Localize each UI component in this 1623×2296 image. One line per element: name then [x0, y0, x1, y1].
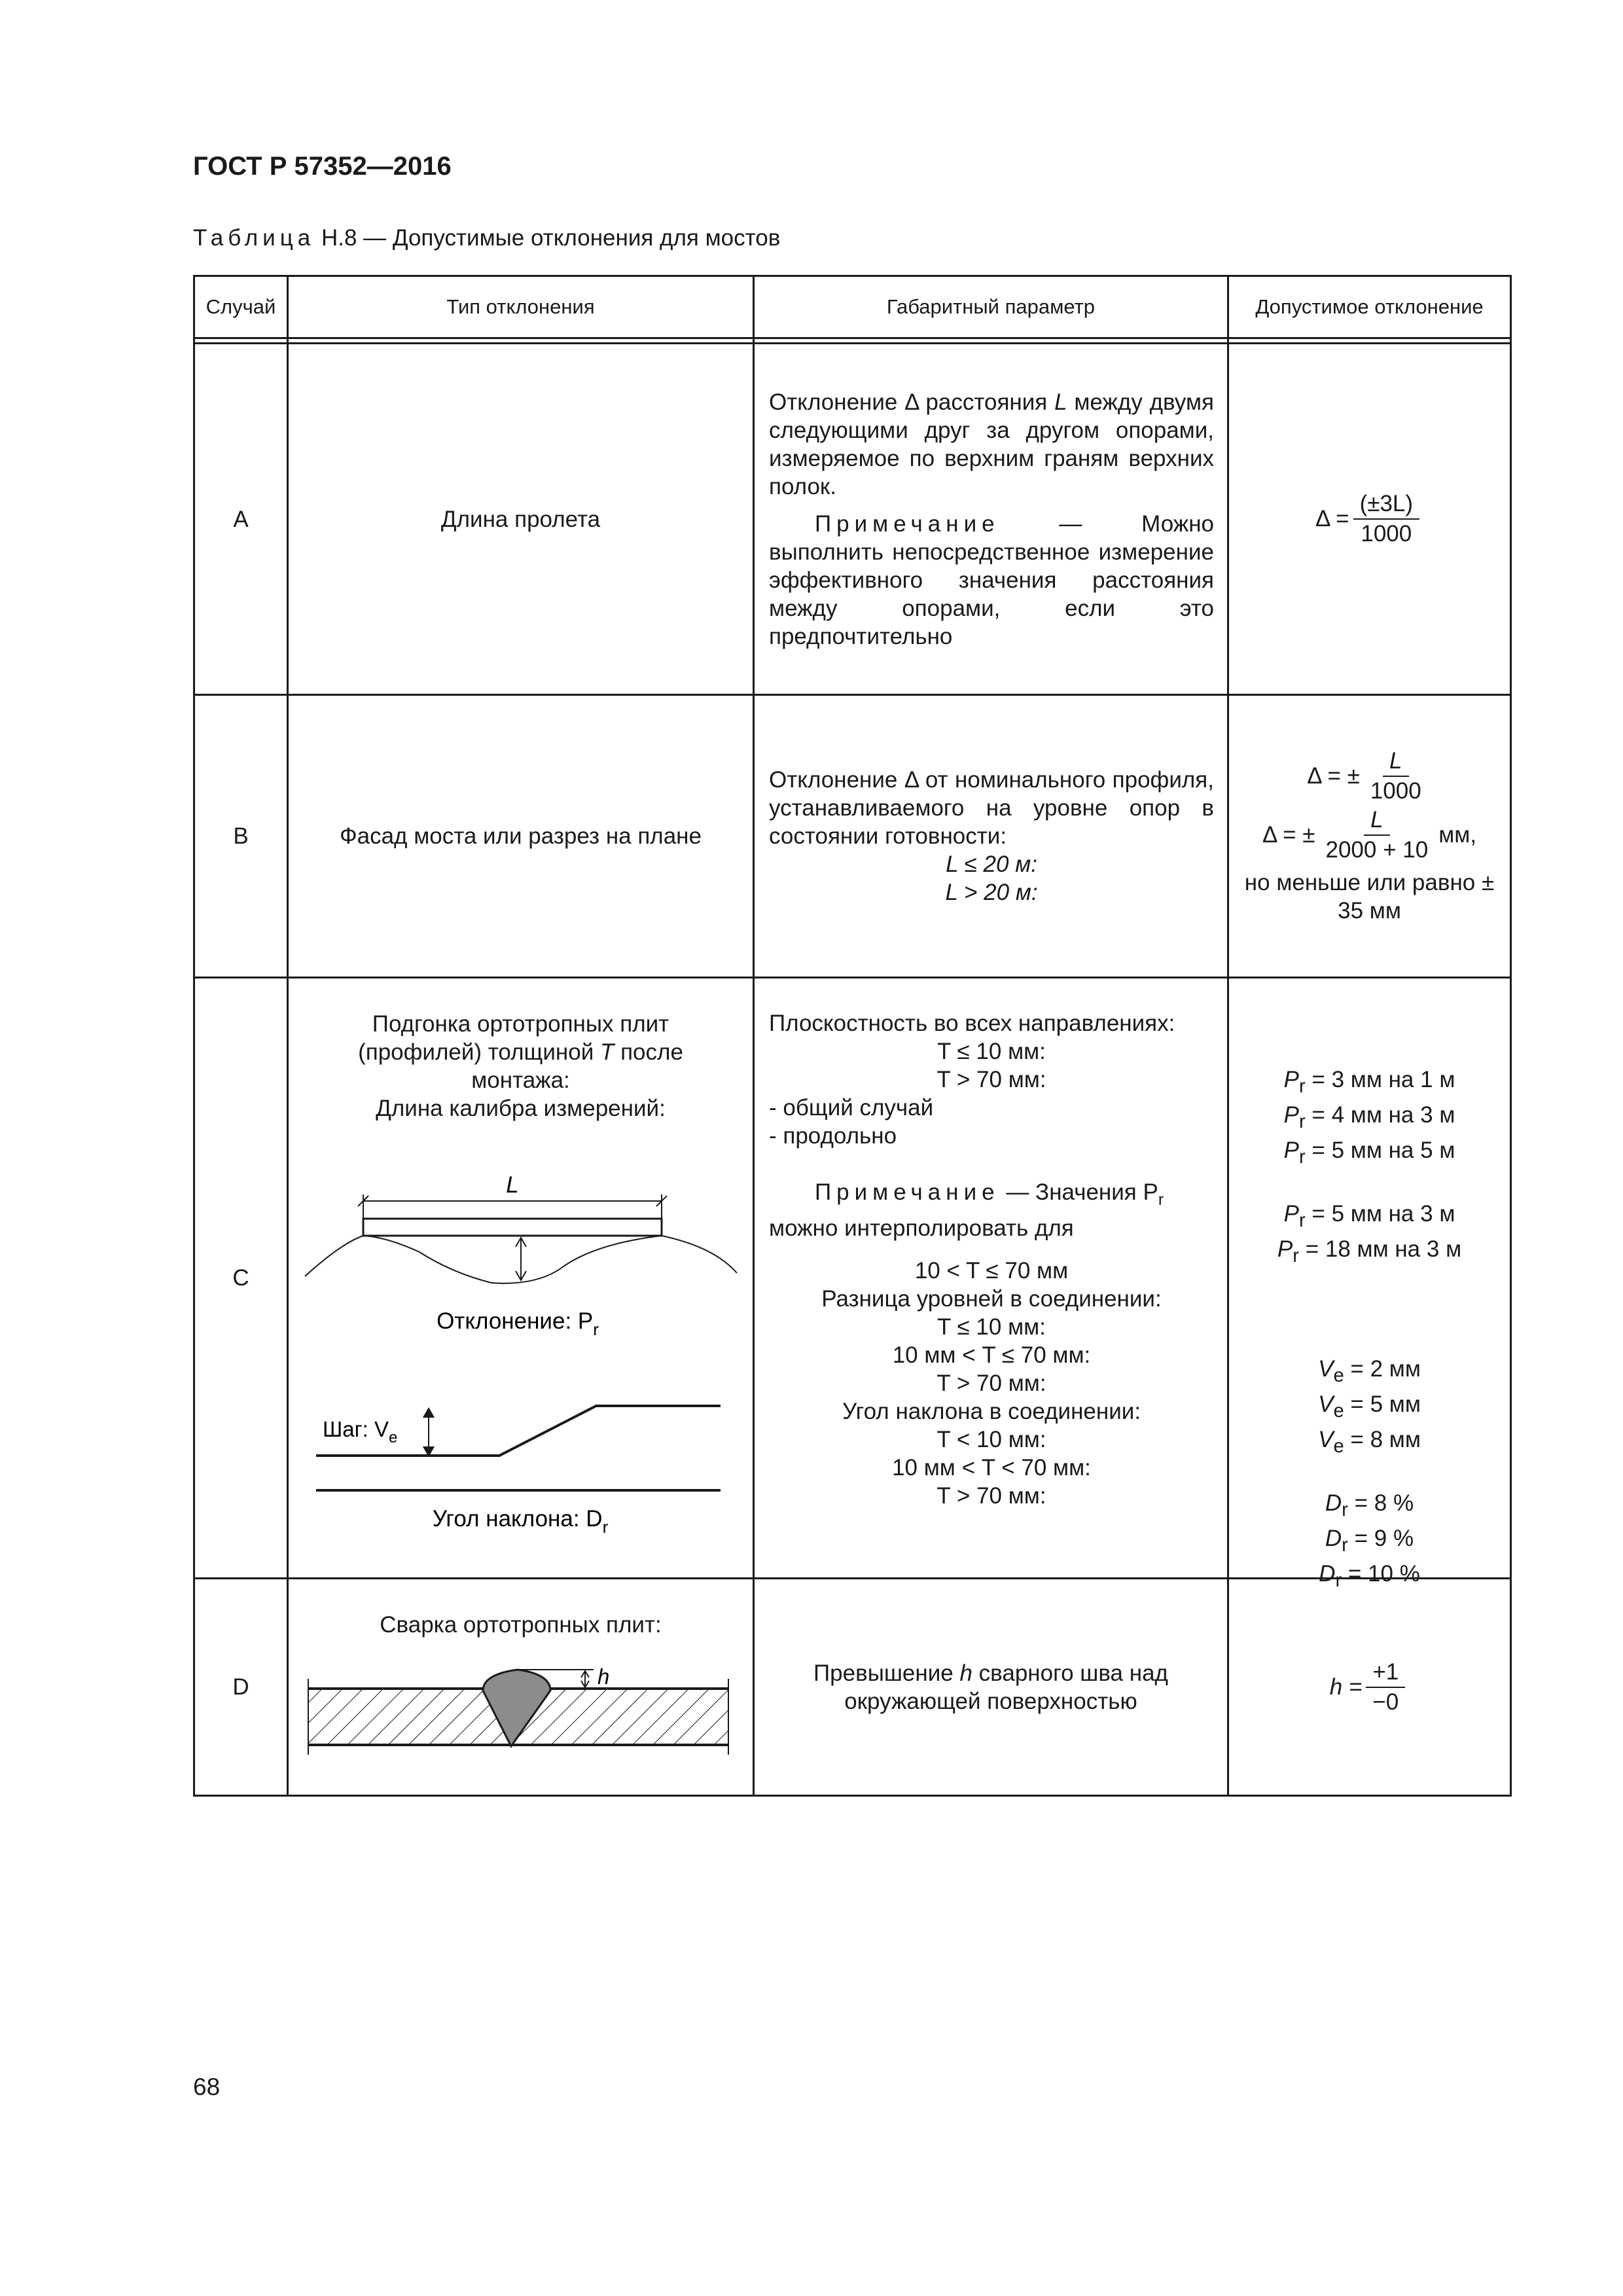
page-number: 68: [193, 2073, 221, 2100]
row-b-tolerance: Δ = ± $\frac{L}{1000}$ Δ = ± $\frac{L}{2000 + 10}$ мм, но меньше или равно ± 35 мм: [1229, 696, 1510, 977]
table-caption: [193, 225, 780, 251]
row-b-case: B: [233, 823, 249, 849]
deviation-curve: [363, 1236, 662, 1283]
row-d-param: [755, 1579, 1227, 1795]
row-b-param: Отклонение Δ от номинального профиля, устанавливаемого на уровне опор в состоянии готовности: L ≤ 20 м: L > 20 м:: [769, 767, 1214, 905]
deviation-label: Отклонение: $P_r$: [437, 1308, 599, 1339]
row-c-param-list-2: 10 < T ≤ 70 мм Разница уровней в соединении: T ≤ 10 мм: 10 мм < T ≤ 70 мм: T > 70 мм: Угол наклона в соединении: T < 10 мм: 10 мм < T < 70 мм: T > 70 мм:: [821, 1258, 1162, 1509]
col-header-param: Габаритный параметр: [886, 295, 1096, 318]
row-a-case: A: [233, 506, 249, 532]
row-a-tolerance: [1229, 344, 1510, 694]
weld-diagram: [289, 1579, 753, 1795]
row-b-formula-2: Δ = ± $\frac{L}{2000 + 10}$ мм,: [1262, 806, 1477, 863]
row-b-formula-1: Δ = ± $\frac{L}{1000}$: [1307, 747, 1421, 804]
document-header: ГОСТ Р 57352—2016: [193, 152, 452, 181]
col-header-case: Случай: [205, 295, 276, 318]
row-c-type-line-2: (профилей) толщиной T после: [358, 1039, 683, 1065]
step-label: Шаг: $V_e$: [323, 1417, 398, 1446]
caption-text: Н.8 — Допустимые отклонения для мостов: [315, 225, 781, 251]
row-a-formula: Δ = $\frac{(\pm 3L)}{1000}$: [1229, 491, 1510, 547]
row-d-type: Сварка ортотропных плит:: [380, 1612, 662, 1638]
caption-label: Таблица: [193, 225, 315, 251]
row-c-case: C: [232, 1265, 249, 1291]
row-d-param-text: Превышение h сварного шва над окружающей поверхностью: [813, 1660, 1168, 1714]
slope-label: Угол наклона: $D_r$: [432, 1506, 609, 1537]
row-a-note: Примечание — Можно выполнить непосредственное измерение эффективного значения расстояния между опорами, если это предпочтительно: [769, 511, 1214, 649]
col-header-type: Тип отклонения: [446, 295, 595, 318]
row-c-type-text: Подгонка ортотропных плит (профилей) толщиной T после монтажа: Длина калибра измерений:: [289, 1010, 753, 1122]
row-c-note: Примечание — Значения $P_r$: [815, 1179, 1164, 1209]
row-a-param-text: Отклонение Δ расстояния L между двумя следующими друг за другом опорами, измеряемое по верхним граням верхних полок.: [769, 389, 1214, 499]
gauge-length-label: L: [506, 1172, 519, 1198]
tolerance-table: [193, 275, 1512, 1797]
row-a-param: [769, 344, 1214, 694]
row-c-tolerance: $P_r = 3$ мм на 1 м $P_r = 4$ мм на 3 м $P_r = 5$ мм на 5 м $P_r = 5$ мм на 3 м $P_r = 18$ мм на 3 м $V_e = 2$ мм $V_e = 5$ мм $V_e = 8$ мм $D_r = 8$ % $D_r = 9$ % $D_r = 10$ %: [1277, 1067, 1462, 1591]
gauge-diagram: [289, 978, 753, 1577]
row-c-param: Плоскостность во всех направлениях: T ≤ 10 мм: T > 70 мм: - общий случай - продольно Примечание — Значения $P_r$ можно интерполировать для 10 < T ≤ 70 мм Разница уровней в соединении: T ≤ 10 мм: 10 мм < T ≤ 70 мм: T > 70 мм: Угол наклона в соединении: T < 10 мм: 10 мм < T < 70 мм: T > 70 мм:: [769, 978, 1214, 1577]
row-a-type: Длина пролета: [440, 506, 601, 532]
row-d-tolerance: h = $\frac{+1}{-0}$: [1229, 1579, 1510, 1795]
col-header-tolerance: Допустимое отклонение: [1255, 295, 1484, 318]
row-b-type: Фасад моста или разрез на плане: [340, 823, 702, 849]
gauge-bar: [363, 1219, 662, 1236]
row-d-case: D: [232, 1674, 249, 1700]
weld-height-label: h: [597, 1664, 610, 1689]
